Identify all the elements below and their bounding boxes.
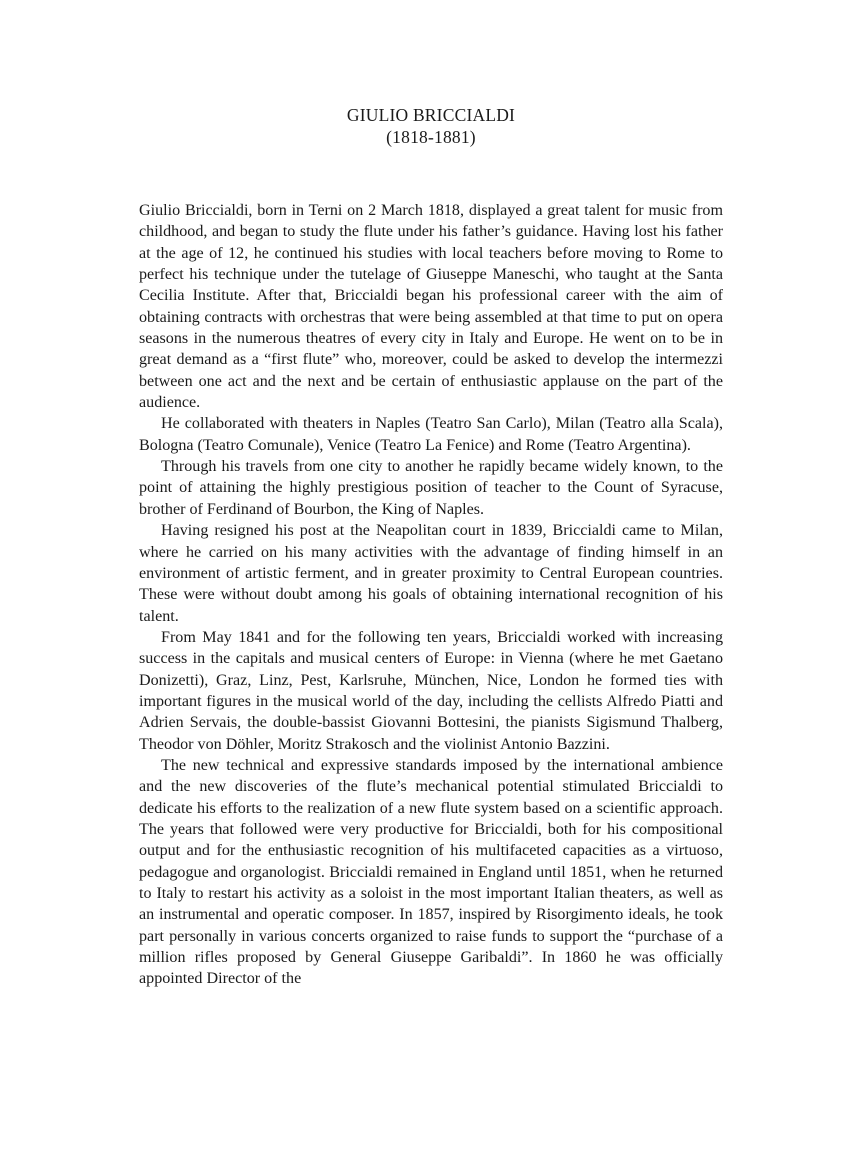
title-dates: (1818-1881): [386, 127, 476, 147]
page-title: [139, 104, 723, 148]
title-name: GIULIO BRICCIALDI: [346, 105, 516, 125]
paragraph-4: Having resigned his post at the Neapolitan court in 1839, Briccialdi came to Milan, where he carried on his many activities with the advantage of finding himself in an environment of artistic ferment, and in greater proximity to Central European countries. These were without doubt among his goals of obtaining international recognition of his talent.: [139, 522, 723, 625]
paragraph-2: He collaborated with theaters in Naples (Teatro San Carlo), Milan (Teatro alla Scala), Bologna (Teatro Comunale), Venice (Teatro La Fenice) and Rome (Teatro Argentina).: [139, 415, 723, 454]
paragraph-6: The new technical and expressive standards imposed by the international ambience and the new discoveries of the flute’s mechanical potential stimulated Briccialdi to dedicate his efforts to the realization of a new flute system based on a scientific approach. The years that followed were very productive for Briccialdi, both for his compositional output and for the enthusiastic recognition of his multifaceted capacities as a virtuoso, pedagogue and organologist. Briccialdi remained in England until 1851, when he returned to Italy to restart his activity as a soloist in the most important Italian theaters, as well as an instrumental and operatic composer. In 1857, inspired by Risorgimento ideals, he took part personally in various concerts organized to raise funds to support the “purchase of a million rifles proposed by General Giuseppe Garibaldi”. In 1860 he was officially appointed Director of the: [139, 756, 723, 988]
paragraph-5: From May 1841 and for the following ten years, Briccialdi worked with increasing success in the capitals and musical centers of Europe: in Vienna (where he met Gaetano Donizetti), Graz, Linz, Pest, Karlsruhe, München, Nice, London he formed ties with important figures in the musical world of the day, including the cellists Alfredo Piatti and Adrien Servais, the double-bassist Giovanni Bottesini, the pianists Sigismund Thalberg, Theodor von Döhler, Moritz Strakosch and the violinist Antonio Bazzini.: [139, 628, 723, 753]
page-content: [139, 104, 723, 990]
paragraph-3: Through his travels from one city to another he rapidly became widely known, to the point of attaining the highly prestigious position of teacher to the Count of Syracuse, brother of Ferdinand of Bourbon, the King of Naples.: [139, 458, 723, 518]
article-body: [139, 200, 723, 990]
paragraph-1: Giulio Briccialdi, born in Terni on 2 March 1818, displayed a great talent for music from childhood, and began to study the flute under his father’s guidance. Having lost his father at the age of 12, he continued his studies with local teachers before moving to Rome to perfect his technique under the tutelage of Giuseppe Maneschi, who taught at the Santa Cecilia Institute. After that, Briccialdi began his professional career with the aim of obtaining contracts with orchestras that were being assembled at that time to put on opera seasons in the numerous theatres of every city in Italy and Europe. He went on to be in great demand as a “first flute” who, moreover, could be asked to develop the intermezzi between one act and the next and be certain of enthusiastic applause on the part of the audience.: [139, 202, 723, 412]
